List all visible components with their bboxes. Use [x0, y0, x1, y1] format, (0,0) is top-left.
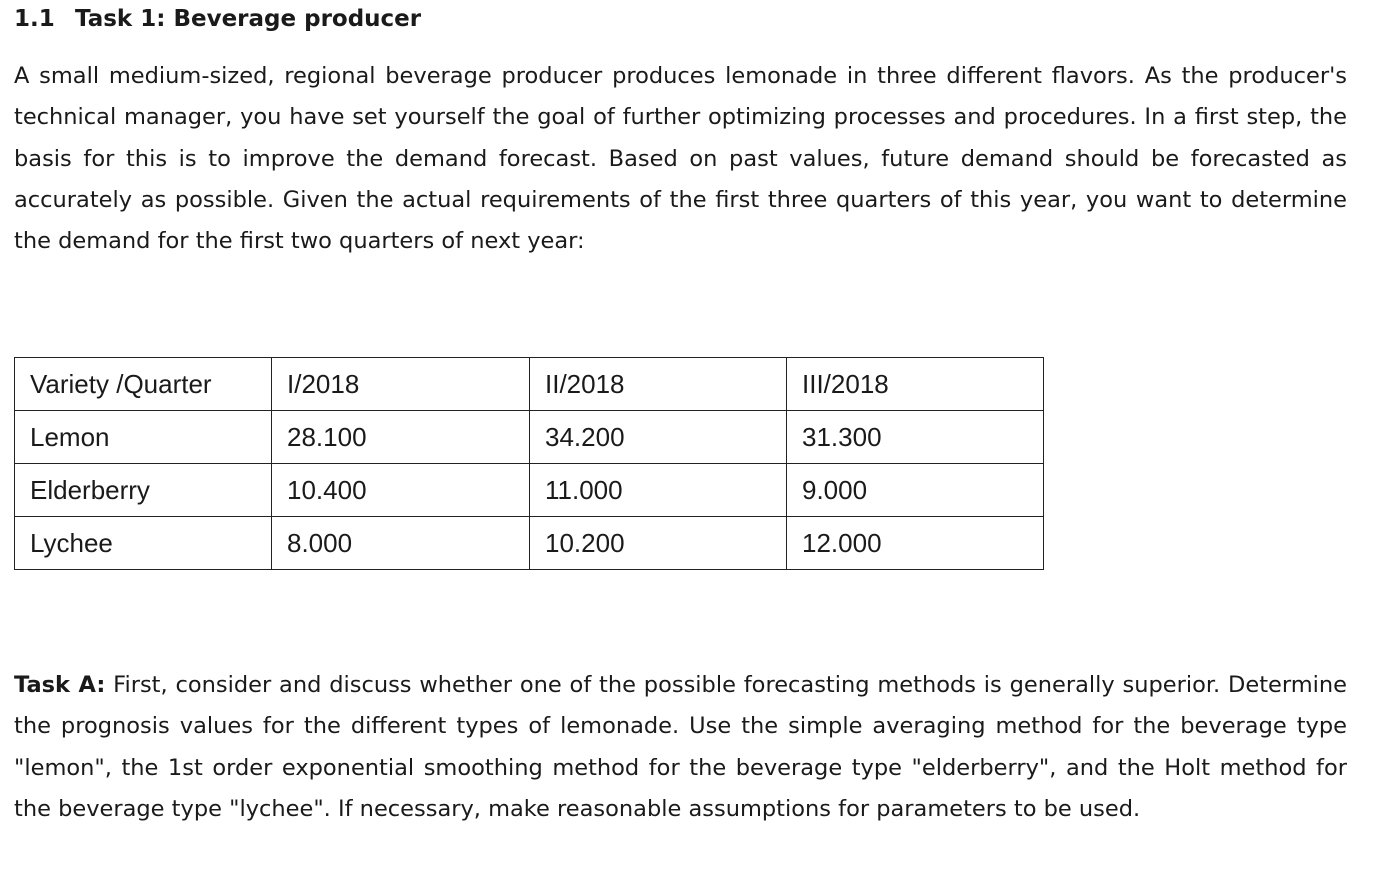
row-label-lemon: Lemon — [15, 411, 272, 464]
demand-table — [14, 357, 1044, 570]
task-a-label: Task A: — [14, 672, 106, 698]
table-row — [15, 411, 1044, 464]
header-cell-q3: III/2018 — [787, 358, 1044, 411]
intro-paragraph: A small medium-sized, regional beverage producer produces lemonade in three different flavors. As the producer's technical manager, you have set yourself the goal of further optimizing processes and procedures. In a first step, the basis for this is to improve the demand forecast. Based on past values, future demand should be forecasted as accurately as possible. Given the actual requirements of the first three quarters of this year, you want to determine the demand for the first two quarters of next year: — [14, 63, 1347, 255]
section-title: Task 1: Beverage producer — [75, 6, 422, 32]
table-cell: 31.300 — [787, 411, 1044, 464]
task-a-text: First, consider and discuss whether one of the possible forecasting methods is generally superior. Determine the prognosis values for the different types of lemonade. Use the simple averaging method for the beverage type "lemon", the 1st order exponential smoothing method for the beverage type "elderberry", and the Holt method for the beverage type "lychee". If necessary, make reasonable assumptions for parameters to be used. — [14, 672, 1347, 822]
section-number: 1.1 — [14, 6, 55, 32]
header-cell-q1: I/2018 — [272, 358, 530, 411]
table-header-row — [15, 358, 1044, 411]
section-heading — [14, 6, 421, 32]
header-cell-variety: Variety /Quarter — [15, 358, 272, 411]
table-cell: 10.400 — [272, 464, 530, 517]
row-label-lychee: Lychee — [15, 517, 272, 570]
table-cell: 8.000 — [272, 517, 530, 570]
table-cell: 11.000 — [530, 464, 787, 517]
header-cell-q2: II/2018 — [530, 358, 787, 411]
task-a-paragraph — [14, 665, 1347, 830]
table-row — [15, 517, 1044, 570]
table-cell: 34.200 — [530, 411, 787, 464]
table-cell: 9.000 — [787, 464, 1044, 517]
row-label-elderberry: Elderberry — [15, 464, 272, 517]
table-cell: 10.200 — [530, 517, 787, 570]
table-row — [15, 464, 1044, 517]
table-cell: 12.000 — [787, 517, 1044, 570]
table-cell: 28.100 — [272, 411, 530, 464]
